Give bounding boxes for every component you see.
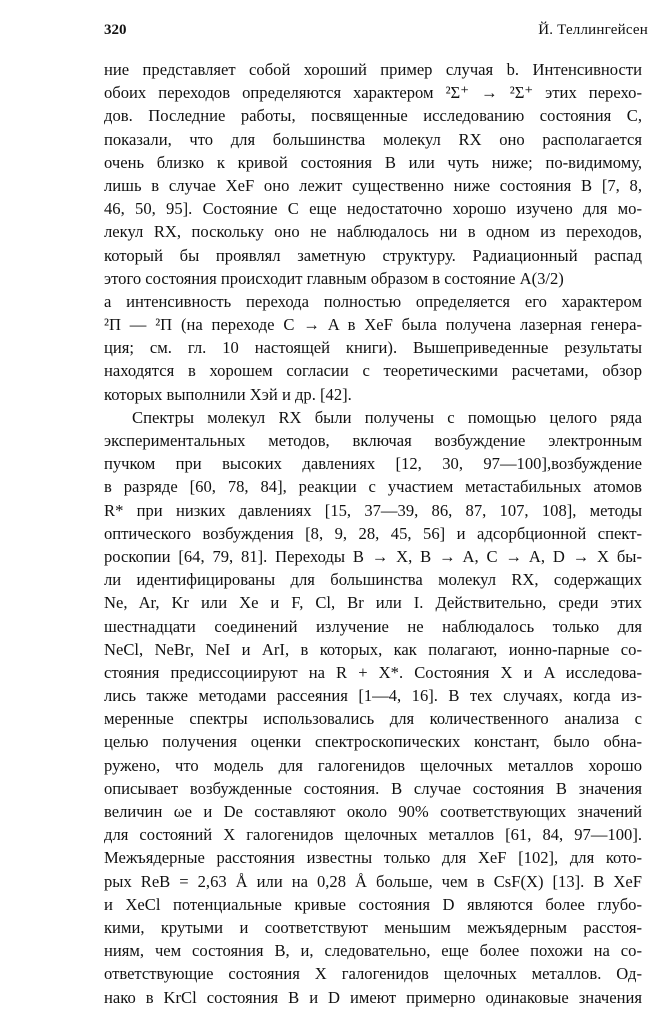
text-line: экспериментальных методов, включая возбуждение электронным [104,431,642,450]
text-line: показали, что для большинства молекул RX оно располагается [104,129,642,149]
text-line: пучком при высоких давлениях [12, 30, 97—100],возбуждение [104,454,642,474]
text-line: находятся в хорошем согласии с теоретическими расчетами, обзор [104,361,642,381]
text-line: в разряде [60, 78, 84], реакции с участием метастабильных атомов [104,477,642,497]
text-line: нако в KrCl состояния B и D имеют примерно одинаковые значения [104,987,642,1007]
text-line: Межъядерные расстояния известны только для XeF [102], для кото- [104,848,642,868]
text-line: меренные спектры использовались для количественного анализа с [104,709,642,729]
text-line: ние представляет собой хороший пример случая b. Интенсивности [104,60,642,79]
body-text [104,58,642,1009]
text-line: которых выполнили Хэй и др. [42]. [104,384,352,404]
text-line: Спектры молекул RX были получены с помощью целого ряда [132,407,642,427]
text-line: кими, крутыми и соответствуют меньшим межъядерным расстоя- [104,917,642,937]
text-line: описывает возбужденные состояния. В случае состояния B значения [104,778,642,798]
text-line: обоих переходов определяются характером ²Σ⁺ → ²Σ⁺ этих перехо- [104,83,642,103]
text-line: шестнадцати соединений излучение не наблюдалось только для [104,616,642,636]
text-line: ция; см. гл. 10 настоящей книги). Вышеприведенные результаты [104,338,642,358]
text-line: NeCl, NeBr, NeI и ArI, в которых, как полагают, ионно-парные со- [104,639,642,659]
text-line: этого состояния происходит главным образом в состояние A(3/2) [104,268,564,288]
text-line: ответствующие состояния X галогенидов щелочных металлов. Од- [104,964,642,984]
text-line: целью получения оценки спектроскопических констант, было обна- [104,732,642,752]
text-line: рых ReB = 2,63 Å или на 0,28 Å больше, чем в CsF(X) [13]. В XeF [104,871,642,891]
text-line: ниям, чем состояния B, и, следовательно, еще более похожи на со- [104,941,642,961]
text-line: лекул RX, поскольку оно не наблюдалось ни в одном из переходов, [104,222,642,242]
text-line: и XeCl потенциальные кривые состояния D являются более глубо- [104,894,642,914]
text-line: лишь в случае XeF оно лежит существенно ниже состояния B [7, 8, [104,175,642,195]
text-line: лись также методами рассеяния [1—4, 16]. В тех случаях, когда из- [104,686,642,706]
text-line: ²Π — ²Π (на переходе C → A в XeF была получена лазерная генера- [104,315,642,335]
text-line: ли идентифицированы для большинства молекул RX, содержащих [104,570,642,590]
text-line: R* при низких давлениях [15, 37—39, 86, 87, 107, 108], методы [104,500,642,520]
text-line: 46, 50, 95]. Состояние C еще недостаточно хорошо изучено для мо- [104,199,642,219]
text-line: а интенсивность перехода полностью определяется его характером [104,291,642,311]
text-line: ружено, что модель для галогенидов щелочных металлов хорошо [104,755,642,775]
text-line: величин ωe и De составляют около 90% соответствующих значений [104,802,642,821]
running-header [104,22,648,44]
page-number: 320 [104,22,127,38]
running-title: Й. Теллингейсен [538,22,648,38]
text-line: для состояний X галогенидов щелочных металлов [61, 84, 97—100]. [104,825,642,845]
text-line: очень близко к кривой состояния B или чуть ниже; по-видимому, [104,152,642,172]
text-line: роскопии [64, 79, 81]. Переходы B → X, B → A, C → A, D → X бы- [104,546,642,566]
text-line: Ne, Ar, Kr или Xe и F, Cl, Br или I. Действительно, среди этих [104,593,642,613]
text-line: который бы проявлял заметную структуру. Радиационный распад [104,245,642,265]
text-line: дов. Последние работы, посвященные исследованию состояния C, [104,106,642,126]
text-line: оптического возбуждения [8, 9, 28, 45, 56] и адсорбционной спект- [104,523,642,543]
text-line: стояния предиссоциируют на R + X*. Состояния X и A исследова- [104,662,642,682]
